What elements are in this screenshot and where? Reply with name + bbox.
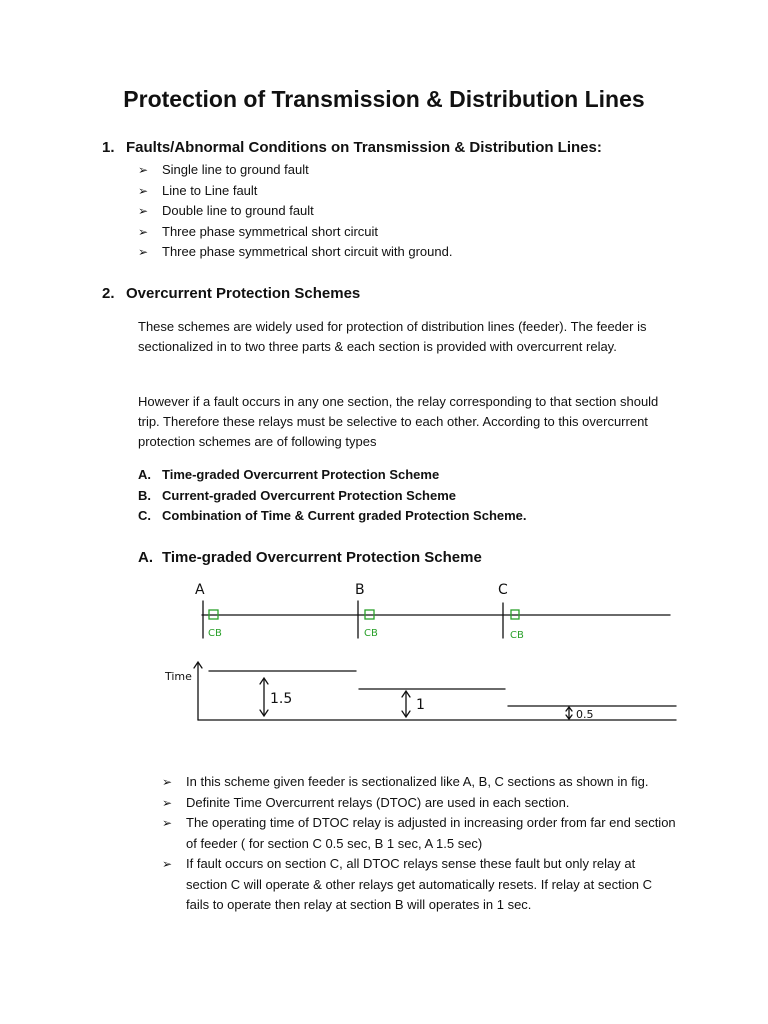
section-2-number: 2. — [102, 285, 115, 302]
section-2-heading — [102, 285, 360, 302]
time-value: 1 — [416, 697, 425, 713]
scheme-types-list — [138, 465, 527, 527]
section-1-heading — [102, 139, 602, 156]
list-item: ➢ Three phase symmetrical short circuit with ground. — [138, 242, 452, 263]
list-item: ➢ Double line to ground fault — [138, 201, 452, 222]
subsection-heading: A. Time-graded Overcurrent Protection Scheme — [138, 549, 482, 566]
arrowhead-bullet-icon: ➢ — [138, 204, 149, 218]
paragraph-2: However if a fault occurs in any one section, the relay corresponding to that section should trip. Therefore these relays must be selective to each other. According to this overcurrent protection schemes are of following types — [138, 394, 659, 449]
fault-list — [138, 160, 452, 263]
page-title: Protection of Transmission & Distribution Lines — [123, 86, 645, 112]
list-item: ➢ Line to Line fault — [138, 181, 452, 202]
list-item: A. Time-graded Overcurrent Protection Scheme — [138, 467, 440, 482]
arrowhead-bullet-icon: ➢ — [162, 775, 173, 789]
arrowhead-bullet-icon: ➢ — [138, 183, 149, 198]
arrowhead-bullet-icon: ➢ — [162, 816, 173, 830]
section-label: B — [355, 582, 365, 598]
arrowhead-bullet-icon: ➢ — [138, 245, 149, 259]
list-item: ➢ Definite Time Overcurrent relays (DTOC) are used in each section. — [162, 793, 677, 814]
list-item: ➢ Three phase symmetrical short circuit — [138, 222, 452, 243]
list-item: ➢ In this scheme given feeder is sectionalized like A, B, C sections as shown in fig. — [162, 772, 677, 793]
breaker-label: CB — [208, 628, 222, 639]
time-value: 0.5 — [576, 708, 594, 721]
list-item: C. Combination of Time & Current graded Protection Scheme. — [138, 508, 527, 523]
notes-list — [162, 772, 677, 916]
arrowhead-bullet-icon: ➢ — [138, 163, 149, 177]
time-label: Time — [165, 670, 192, 683]
list-item: B. Current-graded Overcurrent Protection Scheme — [138, 487, 457, 503]
section-1-number: 1. — [102, 139, 115, 156]
list-item: ➢ The operating time of DTOC relay is adjusted in increasing order from far end section of feeder ( for section C 0.5 sec, B 1 sec, A 1.5 sec) — [162, 815, 676, 851]
section-2-title: Overcurrent Protection Schemes — [126, 285, 361, 302]
section-1-title: Faults/Abnormal Conditions on Transmission & Distribution Lines: — [126, 139, 602, 156]
paragraph-1: These schemes are widely used for protection of distribution lines (feeder). The feeder is sectionalized in to two three parts & each section is provided with overcurrent relay. — [138, 319, 647, 354]
list-item: ➢ Single line to ground fault — [138, 160, 452, 181]
arrowhead-bullet-icon: ➢ — [162, 857, 173, 871]
time-value: 1.5 — [270, 691, 293, 707]
section-label: C — [498, 582, 508, 598]
breaker-label: CB — [510, 630, 524, 641]
arrowhead-bullet-icon: ➢ — [162, 795, 173, 810]
arrowhead-bullet-icon: ➢ — [138, 224, 149, 239]
section-label: A — [195, 582, 205, 598]
list-item: ➢ If fault occurs on section C, all DTOC relays sense these fault but only relay at section C will operate & other relays get automatically resets. If relay at section C fails to operate then relay at section B will operates in 1 sec. — [162, 856, 653, 912]
breaker-label: CB — [364, 628, 378, 639]
time-graded-diagram — [0, 570, 768, 730]
